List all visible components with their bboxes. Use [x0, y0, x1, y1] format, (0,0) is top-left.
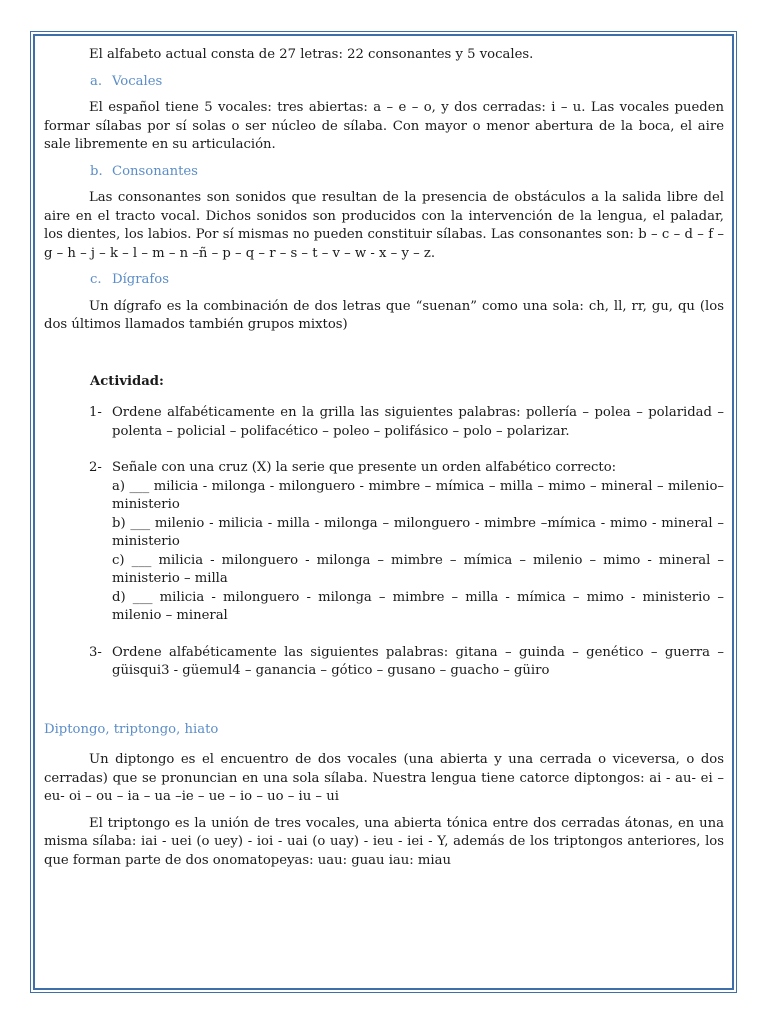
- option-a: a) ___ milicia - milonga - milonguero - mimbre – mímica – milla – mimo – mineral – milenio– ministerio: [112, 478, 724, 512]
- item-number: 2-: [89, 460, 102, 475]
- heading-letter: b.: [90, 163, 103, 179]
- vocales-paragraph: El español tiene 5 vocales: tres abiertas: a – e – o, y dos cerradas: i – u. Las vocales pueden formar sílabas por sí solas o ser núcleo de sílaba. Con mayor o menor abertura de la boca, el aire sale libremente en su articulación.: [44, 100, 724, 152]
- heading-title: Vocales: [112, 73, 163, 89]
- triptongo-paragraph: El triptongo es la unión de tres vocales, una abierta tónica entre dos cerradas átonas, en una misma sílaba: iai - uei (o uey) - ioi - uai (o uay) - ieu - iei - Y, además de los triptongos anteriores, los que forman parte de dos onomatopeyas: uau: guau iau: miau: [44, 815, 724, 868]
- heading-letter: a.: [90, 73, 103, 89]
- heading-consonantes: [44, 163, 724, 182]
- actividad-item-2: [44, 459, 724, 626]
- item-text: Señale con una cruz (X) la serie que presente un orden alfabético correcto:: [112, 460, 617, 475]
- option-c: c) ___ milicia - milonguero - milonga – mimbre – mímica – milenio – mimo - mineral – ministerio – milla: [112, 552, 724, 586]
- item-text: Ordene alfabéticamente en la grilla las siguientes palabras: pollería – polea – polaridad – polenta – policial – polifacético – poleo – polifásico – polo – polarizar.: [112, 405, 724, 439]
- option-b: b) ___ milenio - milicia - milla - milonga – milonguero - mimbre –mímica - mimo - mineral – ministerio: [112, 515, 724, 549]
- heading-vocales: [44, 73, 724, 92]
- intro-paragraph: El alfabeto actual consta de 27 letras: 22 consonantes y 5 vocales.: [89, 47, 534, 62]
- digrafos-paragraph: Un dígrafo es la combinación de dos letras que “suenan” como una sola: ch, ll, rr, gu, qu (los dos últimos llamados también grupos mixtos): [44, 298, 724, 332]
- actividad-item-3: [44, 644, 724, 681]
- heading-letter: c.: [90, 272, 102, 287]
- item-text: Ordene alfabéticamente las siguientes palabras: gitana – guinda – genético – guerra – güisqui3 - güemul4 – ganancia – gótico – gusano – guacho – güiro: [112, 644, 724, 678]
- section-title-diptongo: Diptongo, triptongo, hiato: [44, 721, 219, 737]
- option-d: d) ___ milicia - milonguero - milonga – mimbre – milla - mímica – mimo - ministerio – milenio – mineral: [112, 589, 724, 623]
- consonantes-paragraph: Las consonantes son sonidos que resultan de la presencia de obstáculos a la salida libre del aire en el tracto vocal. Dichos sonidos son producidos con la intervención de la lengua, el paladar, los dientes, los labios. Por sí mismas no pueden constituir sílabas. Las consonantes son: b – c – d – f – g – h – j – k – l – m – n –ñ – p – q – r – s – t – v – w - x – y – z.: [44, 190, 724, 261]
- heading-title: Consonantes: [112, 163, 198, 179]
- item-number: 3-: [89, 644, 102, 660]
- actividad-item-1: [44, 404, 724, 441]
- heading-digrafos: [44, 271, 724, 290]
- item-number: 1-: [89, 405, 102, 420]
- heading-title: Dígrafos: [112, 272, 169, 287]
- actividad-title: Actividad:: [90, 373, 164, 389]
- document-body: [44, 46, 724, 870]
- diptongo-paragraph: Un diptongo es el encuentro de dos vocales (una abierta y una cerrada o viceversa, o dos cerradas) que se pronuncian en una sola sílaba. Nuestra lengua tiene catorce diptongos: ai - au- ei – eu- oi – ou – ia – ua –ie – ue – io – uo – iu – ui: [44, 752, 724, 804]
